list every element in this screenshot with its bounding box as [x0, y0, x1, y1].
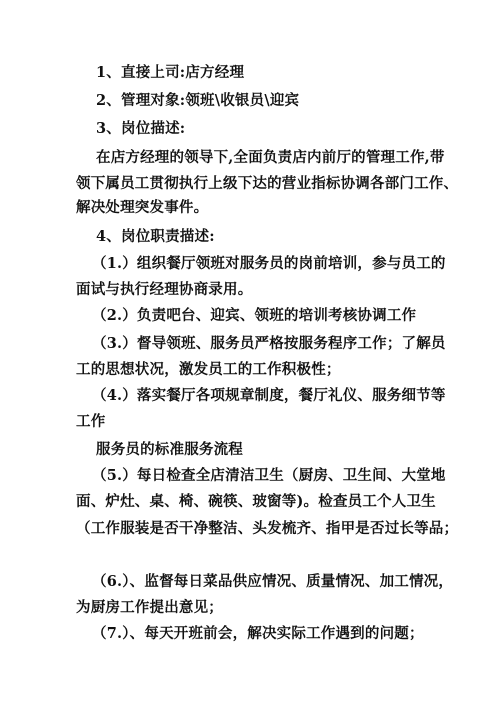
duty-line: 面试与执行经理协商录用。: [76, 281, 253, 298]
item-direct-supervisor: 1、直接上司:店方经理: [96, 64, 245, 81]
duty-line: （4.）落实餐厅各项规章制度，餐厅礼仪、服务细节等: [92, 387, 446, 404]
duty-line: （工作服装是否干净整洁、头发梳齐、指甲是否过长等品；: [76, 520, 459, 537]
item-duties-heading: 4、岗位职责描述:: [96, 228, 215, 245]
duty-line: （2.）负责吧台、迎宾、领班的培训考核协调工作: [92, 307, 417, 324]
paragraph-line: 在店方经理的领导下,全面负责店内前厅的管理工作,带: [96, 149, 445, 166]
duty-line: （5.）每日检查全店清洁卫生（厨房、卫生间、大堂地: [92, 467, 446, 484]
duty-line: （7.）、每天开班前会，解决实际工作遇到的问题；: [92, 625, 424, 642]
item-managed-staff: 2、管理对象:领班\收银员\迎宾: [96, 92, 300, 109]
duty-line: （6.）、监督每日菜品供应情况、质量情况、加工情况，: [92, 573, 454, 590]
duty-line: （3.）督导领班、服务员严格按服务程序工作；了解员: [92, 335, 446, 352]
paragraph-line: 领下属员工贯彻执行上级下达的营业指标协调各部门工作、: [76, 175, 459, 192]
section-heading: 服务员的标准服务流程: [96, 441, 243, 458]
duty-line: 为厨房工作提出意见；: [76, 599, 223, 616]
duty-line: 面、炉灶、桌、椅、碗筷、玻窗等)。检查员工个人卫生: [76, 493, 436, 510]
duty-line: （1.）组织餐厅领班对服务员的岗前培训，参与员工的: [92, 255, 446, 272]
duty-line: 工的思想状况，激发员工的工作积极性；: [76, 361, 341, 378]
duty-line: 工作: [76, 413, 106, 430]
paragraph-line: 解决处理突发事件。: [76, 199, 209, 216]
item-position-description-heading: 3、岗位描述:: [96, 120, 186, 137]
